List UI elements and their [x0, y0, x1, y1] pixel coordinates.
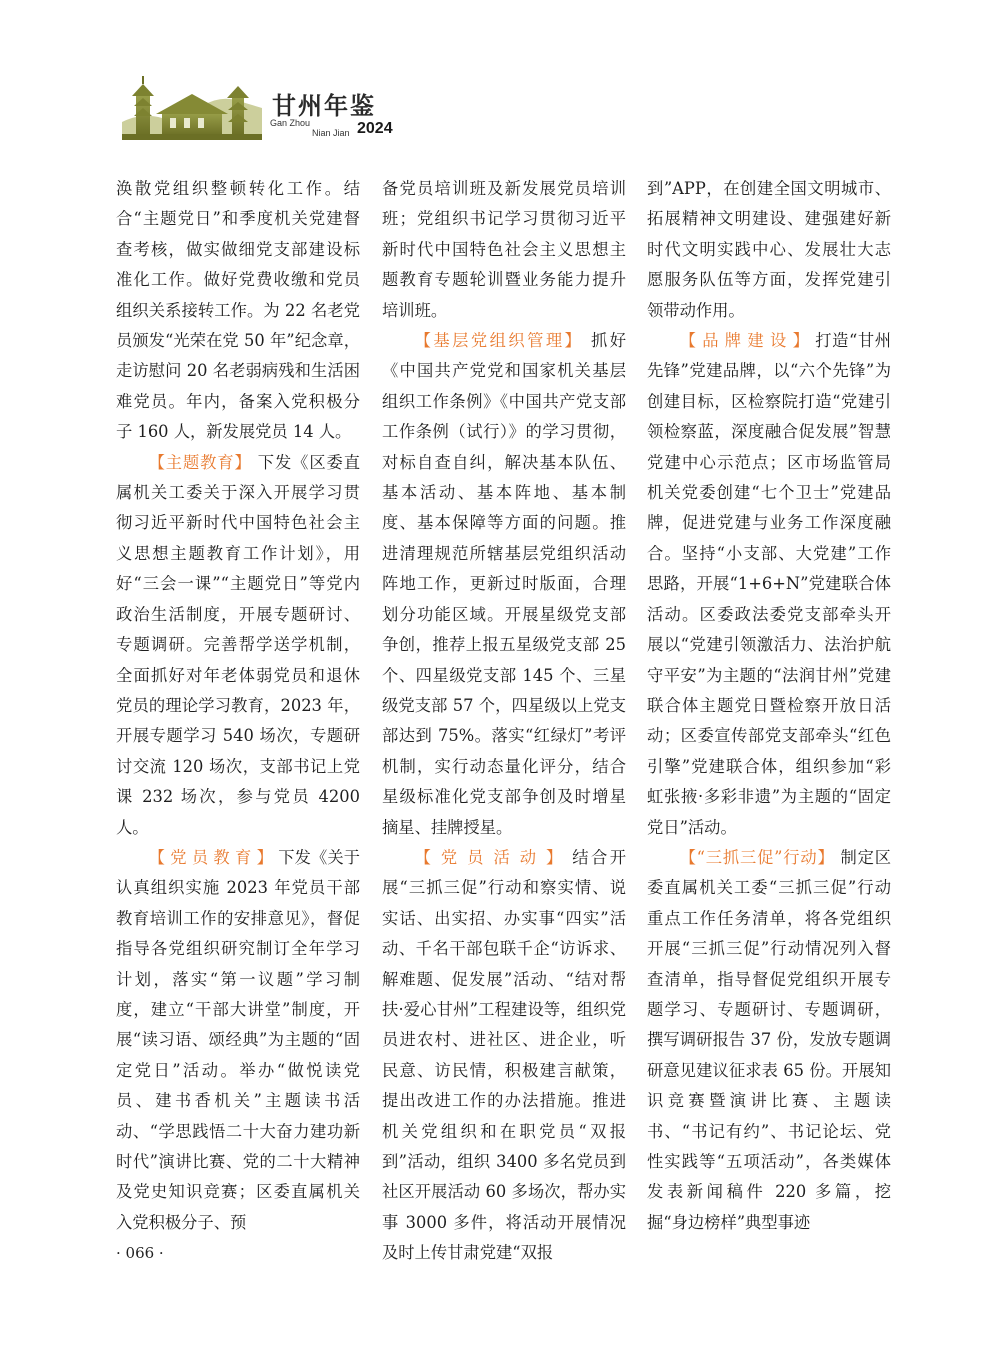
paragraph-text: 结合开展“三抓三促”行动和察实情、说实话、出实招、办实事“四实”活动、千名干部包联千企“访诉求、解难题、促发展”活动、“结对帮扶·爱心甘州”工程建设等，组织党员进农村、进社区、进企业，听民意、访民情，积极建言献策，提出改进工作的办法措施。推进机关党组织和在职党员“双报到”活动，组织 3400 多名党员到社区开展活动 60 多场次，帮办实事 3000 多件，将活动开展情况及时上传甘肃党建“双报 [382, 847, 626, 1263]
yearbook-title-en-2: Nian Jian [312, 128, 350, 138]
text-column-2 [382, 174, 626, 1269]
page-number: · 066 · [116, 1244, 164, 1262]
paragraph [382, 843, 626, 1269]
paragraph-text: 下发《关于认真组织实施 2023 年党员干部教育培训工作的安排意见》，督促指导各党组织研究制订全年学习计划，落实“第一议题”学习制度，建立“干部大讲堂”制度，开展“读习语、颂经典”为主题的“固定党日”活动。举办“做悦读党员、建书香机关”主题读书活动、“学思践悟二十大奋力建功新时代”演讲比赛、党的二十大精神及党史知识竞赛；区委直属机关入党积极分子、预 [116, 847, 360, 1232]
paragraph-text: 到”APP，在创建全国文明城市、拓展精神文明建设、建强建好新时代文明实践中心、发展壮大志愿服务队伍等方面，发挥党建引领带动作用。 [647, 179, 891, 320]
paragraph-text: 打造“甘州先锋”党建品牌，以“六个先锋”为创建目标，区检察院打造“党建引领检察蓝，深度融合促发展”智慧党建中心示范点；区市场监管局机关党委创建“七个卫士”党建品牌，促进党建与业务工作深度融合。坚持“小支部、大党建”工作思路，开展“1+6+N”党建联合体活动。区委政法委党支部牵头开展以“党建引领激活力、法治护航守平安”为主题的“法润甘州”党建联合体主题党日暨检察开放日活动；区委宣传部党支部牵头“红色引擎”党建联合体，组织参加“彩虹张掖·多彩非遗”为主题的“固定党日”活动。 [647, 331, 892, 837]
paragraph-text: 抓好《中国共产党党和国家机关基层组织工作条例》《中国共产党支部工作条例（试行）》的学习贯彻，对标自查自纠，解决基本队伍、基本活动、基本阵地、基本制度、基本保障等方面的问题。推进清理规范所辖基层党组织活动阵地工作，更新过时版面，合理划分功能区域。开展星级党支部争创，推荐上报五星级党支部 25 个、四星级党支部 145 个、三星级党支部 57 个，四星级以上党支部达到 75%。落实“红绿灯”考评机制，实行动态量化评分，结合星级标准化党支部争创及时增星摘星、挂牌授星。 [382, 331, 626, 837]
paragraph-heading: 【“三抓三促”行动】 [679, 847, 835, 867]
paragraph-text: 备党员培训班及新发展党员培训班；党组织书记学习贯彻习近平新时代中国特色社会主义思想主题教育专题轮训暨业务能力提升培训班。 [382, 179, 626, 320]
pagoda-landscape-icon [122, 72, 262, 142]
yearbook-year: 2024 [357, 120, 393, 137]
paragraph [647, 174, 891, 326]
paragraph-text: 涣散党组织整顿转化工作。结合“主题党日”和季度机关党建督查考核，做实做细党支部建设标准化工作。做好党费收缴和党员组织关系接转工作。为 22 名老党员颁发“光荣在党 50 年”纪念章，走访慰问 20 名老弱病残和生活困难党员。年内，备案入党积极分子 160 人，新发展党员 14 人。 [116, 179, 360, 442]
paragraph [647, 326, 891, 843]
paragraph [647, 843, 891, 1238]
yearbook-header [122, 72, 412, 142]
paragraph [382, 326, 626, 843]
paragraph [116, 174, 360, 448]
paragraph-heading: 【主题教育】 [148, 452, 252, 472]
paragraph-heading: 【 党 员 活 动 】 [414, 847, 565, 867]
paragraph-heading: 【 品 牌 建 设 】 [679, 331, 810, 351]
paragraph [382, 174, 626, 326]
yearbook-title: 甘州年鉴 [272, 92, 376, 120]
text-column-3 [647, 174, 891, 1238]
paragraph-heading: 【 党 员 教 育 】 [148, 847, 274, 867]
paragraph-text: 制定区委直属机关工委“三抓三促”行动重点工作任务清单，将各党组织开展“三抓三促”行动情况列入督查清单，指导督促党组织开展专题学习、专题研讨、专题调研，撰写调研报告 37 份，发放专题调研意见建议征求表 65 份。开展知识竞赛暨演讲比赛、主题读书、“书记有约”、书记论坛、党性实践等“五项活动”，各类媒体发表新闻稿件 220 多篇，挖掘“身边榜样”典型事迹 [647, 847, 891, 1232]
paragraph-heading: 【基层党组织管理】 [414, 331, 584, 351]
yearbook-title-en-1: Gan Zhou [270, 118, 311, 128]
text-column-1 [116, 174, 360, 1238]
paragraph [116, 843, 360, 1238]
paragraph [116, 448, 360, 843]
paragraph-text: 下发《区委直属机关工委关于深入开展学习贯彻习近平新时代中国特色社会主义思想主题教育工作计划》，用好“三会一课”“主题党日”等党内政治生活制度，开展专题研讨、专题调研。完善帮学送学机制，全面抓好对年老体弱党员和退休党员的理论学习教育，2023 年，开展专题学习 540 场次，专题研讨交流 120 场次，支部书记上党课 232 场次，参与党员 4200 人。 [116, 452, 360, 837]
